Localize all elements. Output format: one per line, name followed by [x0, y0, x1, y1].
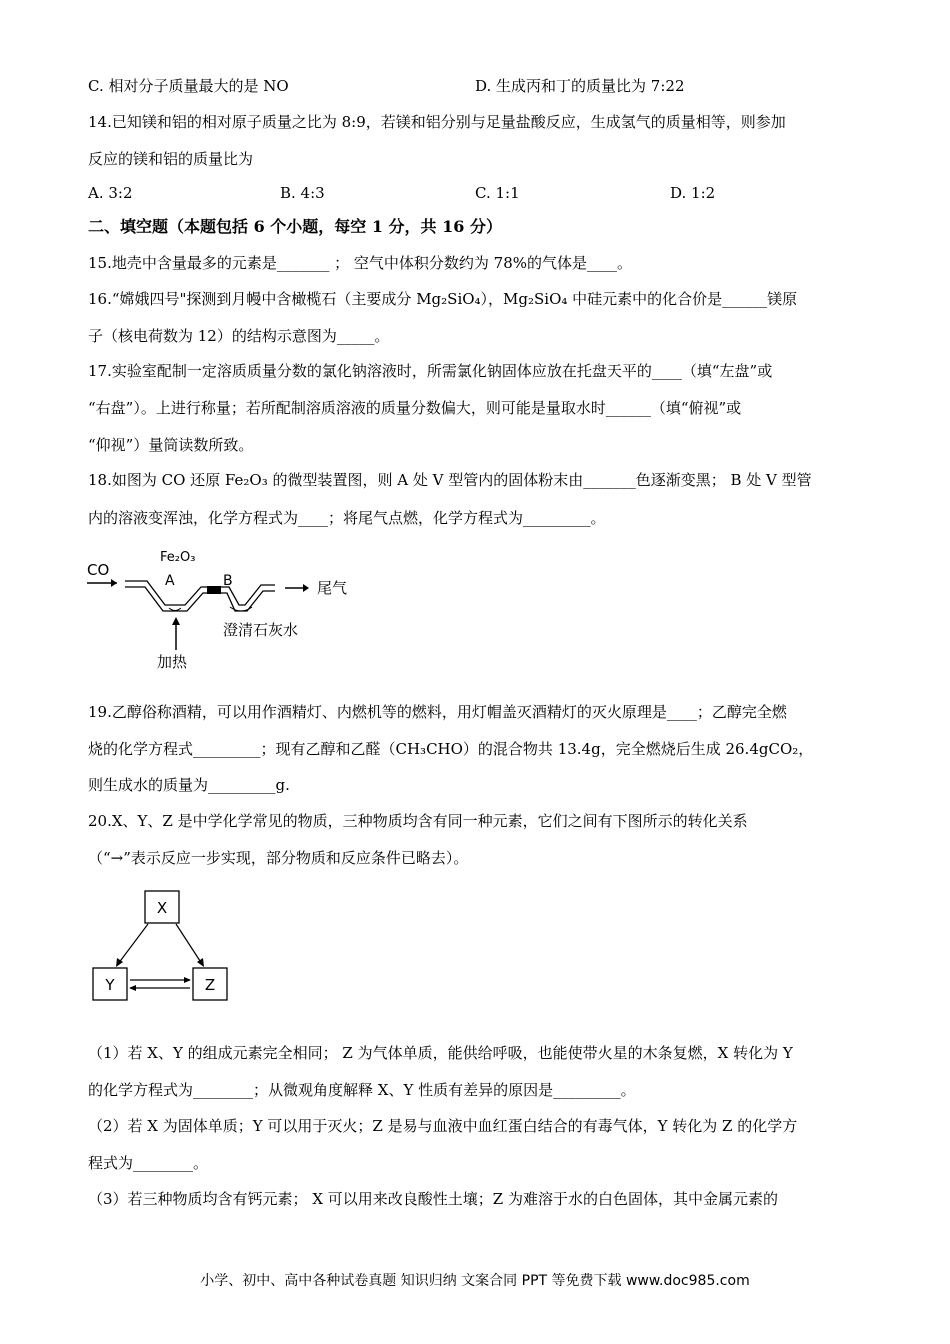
q17-line3: “仰视”）量筒读数所致。 [88, 436, 254, 454]
q14-stem-line1: 14.已知镁和铝的相对原子质量之比为 8:9，若镁和铝分别与足量盐酸反应，生成氢气的质量相等，则参加 [88, 113, 786, 131]
fe2o3-label: Fe₂O₃ [160, 550, 196, 565]
q20-line2: （“→”表示反应一步实现，部分物质和反应条件已略去）。 [88, 849, 469, 867]
q18-line1: 18.如图为 CO 还原 Fe₂O₃ 的微型装置图，则 A 处 V 型管内的固体粉末由_______色逐渐变黑； B 处 V 型管 [88, 471, 812, 489]
co-reduction-apparatus-diagram [85, 545, 375, 675]
q14-stem-line2: 反应的镁和铝的质量比为 [88, 150, 254, 168]
co-label: CO [87, 561, 110, 579]
rubber-connector [207, 586, 221, 594]
q14-option-d: D. 1:2 [670, 184, 716, 202]
q19-line3: 则生成水的质量为_________g. [88, 776, 290, 794]
arrowhead-x-to-z [197, 958, 204, 967]
section2-title: 二、填空题（本题包括 6 个小题，每空 1 分，共 16 分） [88, 217, 502, 236]
q13-option-c: C. 相对分子质量最大的是 NO [88, 77, 289, 95]
q14-option-c: C. 1:1 [475, 184, 520, 202]
xyz-relation-diagram [90, 888, 240, 1006]
v-tube-a-lower [125, 587, 209, 611]
q20-sub2-line1: （2）若 X 为固体单质；Y 可以用于灭火；Z 是易与血液中血红蛋白结合的有毒气体，Y 转化为 Z 的化学方 [88, 1117, 798, 1135]
q14-option-b: B. 4:3 [280, 184, 325, 202]
arrow-x-to-z [176, 924, 202, 964]
q20-sub1-line2: 的化学方程式为________；从微观角度解释 X、Y 性质有差异的原因是_________。 [88, 1081, 636, 1099]
q20-sub1-line1: （1）若 X、Y 的组成元素完全相同； Z 为气体单质，能供给呼吸，也能使带火星的木条复燃，X 转化为 Y [88, 1044, 793, 1062]
heat-arrowhead [172, 617, 180, 625]
label-x: X [156, 899, 168, 917]
label-b: B [223, 573, 233, 589]
label-z: Z [204, 976, 216, 994]
arrow-x-to-y [118, 924, 148, 964]
q15-text: 15.地壳中含量最多的元素是_______ ； 空气中体积分数约为 78%的气体是____。 [88, 254, 633, 272]
q19-line1: 19.乙醇俗称酒精，可以用作酒精灯、内燃机等的燃料，用灯帽盖灭酒精灯的灭火原理是____；乙醇完全燃 [88, 703, 787, 721]
q20-sub3-line1: （3）若三种物质均含有钙元素； X 可以用来改良酸性土壤；Z 为难溶于水的白色固体，其中金属元素的 [88, 1190, 778, 1208]
co-inlet-arrowhead [111, 579, 117, 587]
arrowhead-y-to-z [184, 977, 191, 983]
tail-gas-label: 尾气 [317, 579, 348, 597]
q16-line1: 16.“嫦娥四号"探测到月幔中含橄榄石（主要成分 Mg₂SiO₄），Mg₂SiO₄ 中硅元素中的化合价是______镁原 [88, 290, 798, 308]
q17-line1: 17.实验室配制一定溶质质量分数的氯化钠溶液时，所需氯化钠固体应放在托盘天平的____（填“左盘”或 [88, 362, 773, 380]
arrowhead-z-to-y [129, 985, 136, 991]
q18-line2: 内的溶液变浑浊，化学方程式为____；将尾气点燃，化学方程式为_________。 [88, 509, 606, 527]
label-y: Y [105, 976, 115, 994]
v-tube-b-upper [221, 585, 275, 605]
q16-line2: 子（核电荷数为 12）的结构示意图为_____。 [88, 327, 390, 345]
q19-line2: 烧的化学方程式_________；现有乙醇和乙醛（CH₃CHO）的混合物共 13.4g，完全燃烧后生成 26.4gCO₂， [88, 740, 814, 758]
limewater-label: 澄清石灰水 [223, 621, 299, 639]
tail-gas-arrowhead [303, 584, 309, 592]
q20-sub2-line2: 程式为________。 [88, 1154, 209, 1172]
page-footer: 小学、初中、高中各种试卷真题 知识归纳 文案合同 PPT 等免费下载 www.doc985.com [200, 1273, 750, 1289]
heat-label: 加热 [157, 653, 188, 671]
powder-a [169, 608, 181, 611]
label-a: A [165, 573, 175, 589]
q20-line1: 20.X、Y、Z 是中学化学常见的物质，三种物质均含有同一种元素，它们之间有下图所示的转化关系 [88, 812, 748, 830]
q13-option-d: D. 生成丙和丁的质量比为 7:22 [475, 77, 685, 95]
q14-option-a: A. 3:2 [88, 184, 133, 202]
q17-line2: “右盘”）。上进行称量；若所配制溶质溶液的质量分数偏大，则可能是量取水时______（填“俯视”或 [88, 399, 742, 417]
